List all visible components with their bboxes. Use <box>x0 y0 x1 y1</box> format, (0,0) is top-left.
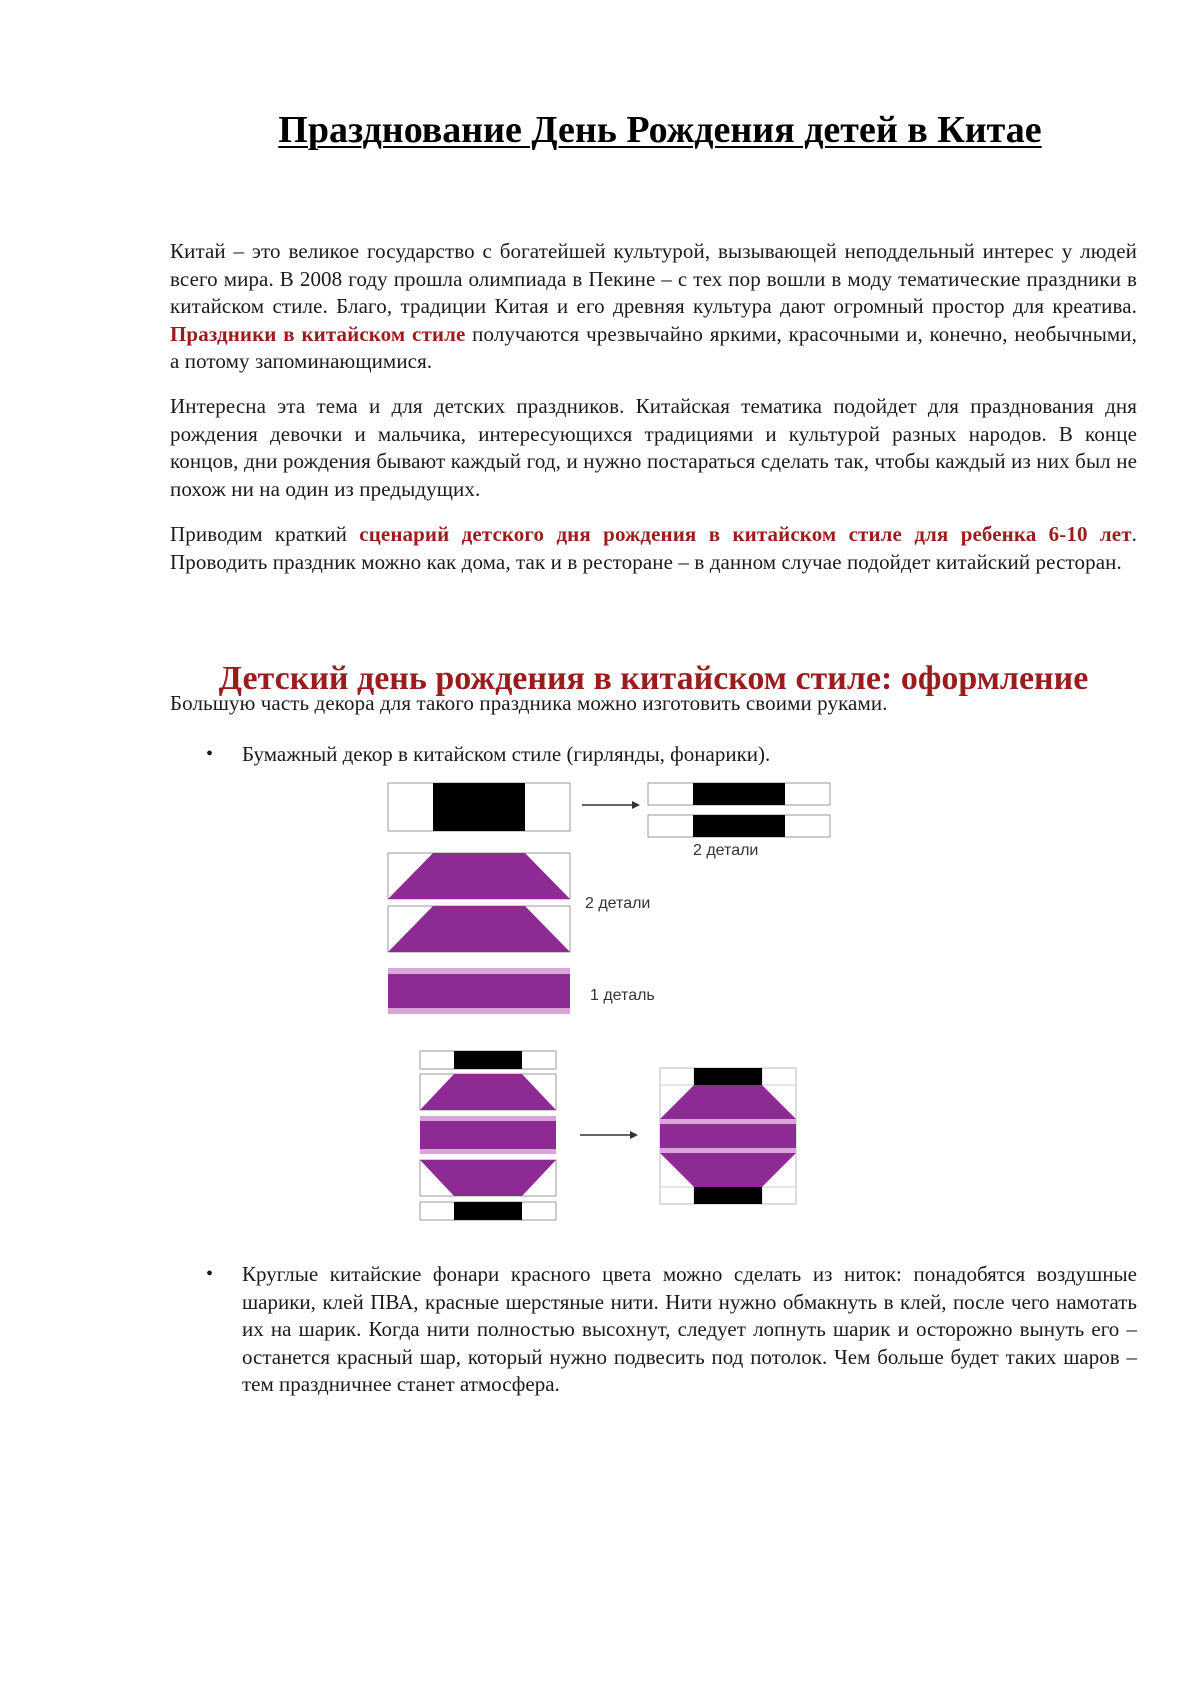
intro-text-3b: . Проводить праздник можно как дома, так и в ресторане – в данном случае подойдет китайский ресторан. <box>170 522 1137 574</box>
paper-lantern-diagram <box>380 775 840 1230</box>
intro-paragraph-1 <box>170 238 1137 376</box>
page-title: Празднование День Рождения детей в Китае <box>278 109 1042 151</box>
split-strip-2 <box>693 815 785 837</box>
purple-band <box>388 968 570 1014</box>
assembled-lantern <box>660 1068 796 1204</box>
black-strip <box>433 783 525 831</box>
purple-band-bottom-stripe <box>388 1008 570 1014</box>
label-one-part: 1 деталь <box>590 987 655 1004</box>
bullet-marker-1: • <box>206 743 214 765</box>
intro-paragraph-3 <box>170 521 1137 576</box>
section-lead: Большую часть декора для такого праздника можно изготовить своими руками. <box>170 691 888 715</box>
purple-band-top-stripe <box>388 968 570 974</box>
lantern-parts-stack <box>420 1051 556 1220</box>
intro-text-3a: Приводим краткий <box>170 522 360 546</box>
bullet-item-2: Круглые китайские фонари красного цвета можно сделать из ниток: понадобятся воздушные шарики, клей ПВА, красные шерстяные нити. Нити нужно обмакнуть в клей, после чего намотать их на шарик. Когда нити полностью высохнут, следует лопнуть шарик и осторожно вынуть его – останется красный шар, который нужно подвесить под потолок. Чем больше будет таких шаров – тем праздничнее станет атмосфера. <box>242 1262 1137 1396</box>
bullet-marker-2: • <box>206 1263 214 1285</box>
birthday-scenario-link[interactable]: сценарий детского дня рождения в китайском стиле для ребенка 6-10 лет <box>359 522 1132 546</box>
intro-text-1b: получаются чрезвычайно яркими, красочными и, конечно, необычными, а потому запоминающимися. <box>170 321 1137 373</box>
bullet-item-1: Бумажный декор в китайском стиле (гирлянды, фонарики). <box>242 742 771 766</box>
intro-paragraph-2: Интересна эта тема и для детских праздников. Китайская тематика подойдет для празднования дня рождения девочки и мальчика, интересующихся традициями и культурой разных народов. В конце концов, дни рождения бывают каждый год, и нужно постараться сделать так, чтобы каждый из них был не похож ни на один из предыдущих. <box>170 394 1137 501</box>
intro-text-1a: Китай – это великое государство с богатейшей культурой, вызывающей неподдельный интерес у людей всего мира. В 2008 году прошла олимпиада в Пекине – с тех пор вошли в моду тематические праздники в китайском стиле. Благо, традиции Китая и его древняя культура дают огромный простор для креатива. <box>170 239 1137 318</box>
section-heading: Детский день рождения в китайском стиле: оформление <box>218 660 1089 697</box>
label-two-parts-black: 2 детали <box>693 842 759 859</box>
split-strip-1 <box>693 783 785 805</box>
label-two-parts-purple: 2 детали <box>585 895 651 912</box>
chinese-style-holidays-link[interactable]: Праздники в китайском стиле <box>170 321 466 346</box>
arrow-icon <box>582 801 640 809</box>
arrow-icon <box>580 1131 638 1139</box>
